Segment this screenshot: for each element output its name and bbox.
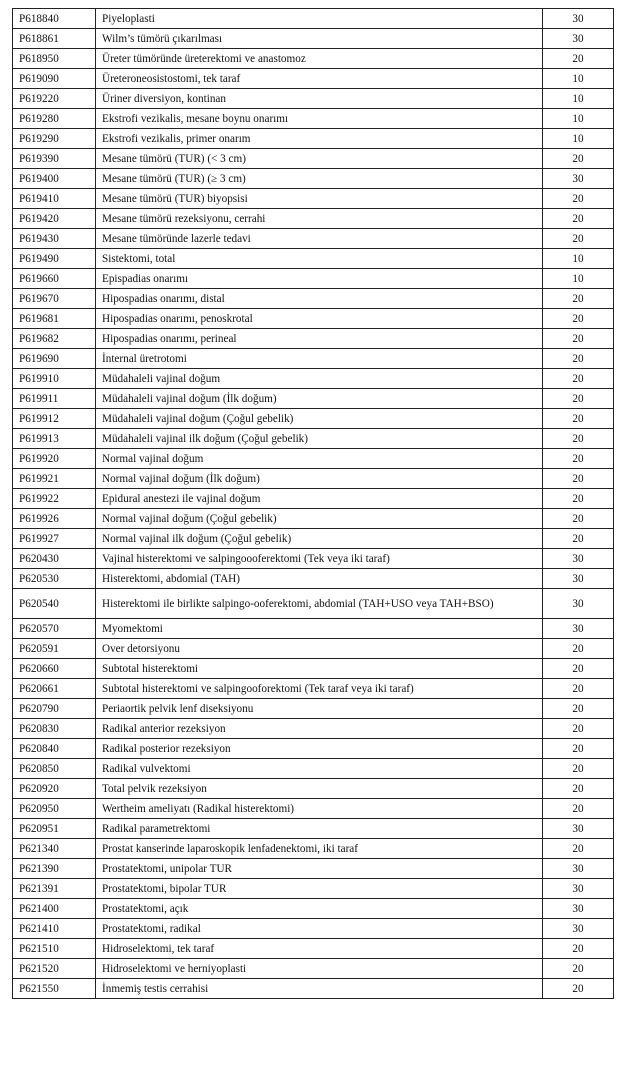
procedure-name-cell: Wilm’s tümörü çıkarılması [96,29,543,49]
table-row [13,589,614,619]
procedure-name-cell: Myomektomi [96,619,543,639]
table-row [13,229,614,249]
procedure-code-cell: P621400 [13,899,96,919]
procedure-name-cell: Ekstrofi vezikalis, mesane boynu onarımı [96,109,543,129]
table-row [13,169,614,189]
table-row [13,149,614,169]
table-row [13,719,614,739]
table-row [13,859,614,879]
procedure-code-cell: P619926 [13,509,96,529]
procedure-points-cell: 30 [543,9,614,29]
table-row [13,49,614,69]
procedure-name-cell: Üreter tümöründe üreterektomi ve anastomoz [96,49,543,69]
procedure-code-cell: P620951 [13,819,96,839]
table-row [13,349,614,369]
procedure-code-cell: P619922 [13,489,96,509]
procedure-code-cell: P620950 [13,799,96,819]
procedure-points-cell: 20 [543,699,614,719]
procedure-code-cell: P619921 [13,469,96,489]
procedure-code-cell: P619420 [13,209,96,229]
procedure-name-cell: Epispadias onarımı [96,269,543,289]
table-row [13,659,614,679]
table-row [13,699,614,719]
table-row [13,409,614,429]
table-row [13,89,614,109]
procedure-table [12,8,614,999]
procedure-name-cell: Hipospadias onarımı, perineal [96,329,543,349]
procedure-name-cell: Müdahaleli vajinal doğum (Çoğul gebelik) [96,409,543,429]
procedure-code-cell: P619913 [13,429,96,449]
procedure-code-cell: P619690 [13,349,96,369]
procedure-code-cell: P620920 [13,779,96,799]
procedure-points-cell: 20 [543,489,614,509]
procedure-code-cell: P619090 [13,69,96,89]
procedure-code-cell: P619682 [13,329,96,349]
procedure-name-cell: Piyeloplasti [96,9,543,29]
procedure-points-cell: 10 [543,109,614,129]
procedure-name-cell: Mesane tümörü (TUR) (≥ 3 cm) [96,169,543,189]
procedure-code-cell: P621390 [13,859,96,879]
procedure-code-cell: P619220 [13,89,96,109]
table-row [13,389,614,409]
procedure-points-cell: 30 [543,819,614,839]
procedure-name-cell: Subtotal histerektomi [96,659,543,679]
procedure-code-cell: P621550 [13,979,96,999]
procedure-name-cell: Hidroselektomi, tek taraf [96,939,543,959]
table-row [13,939,614,959]
table-row [13,569,614,589]
procedure-points-cell: 20 [543,759,614,779]
procedure-points-cell: 10 [543,89,614,109]
procedure-code-cell: P619912 [13,409,96,429]
procedure-points-cell: 20 [543,49,614,69]
procedure-points-cell: 20 [543,939,614,959]
procedure-code-cell: P619681 [13,309,96,329]
table-row [13,739,614,759]
procedure-name-cell: Üreteroneosistostomi, tek taraf [96,69,543,89]
procedure-name-cell: Ekstrofi vezikalis, primer onarım [96,129,543,149]
procedure-points-cell: 20 [543,349,614,369]
procedure-name-cell: Prostat kanserinde laparoskopik lenfadenektomi, iki taraf [96,839,543,859]
procedure-points-cell: 20 [543,189,614,209]
table-row [13,29,614,49]
procedure-code-cell: P620661 [13,679,96,699]
procedure-points-cell: 20 [543,839,614,859]
procedure-name-cell: Prostatektomi, bipolar TUR [96,879,543,899]
procedure-code-cell: P619280 [13,109,96,129]
table-row [13,249,614,269]
procedure-points-cell: 20 [543,529,614,549]
table-row [13,879,614,899]
procedure-code-cell: P618950 [13,49,96,69]
table-row [13,209,614,229]
table-row [13,269,614,289]
procedure-name-cell: Mesane tümörü (TUR) (< 3 cm) [96,149,543,169]
procedure-points-cell: 20 [543,329,614,349]
procedure-code-cell: P619911 [13,389,96,409]
procedure-code-cell: P621510 [13,939,96,959]
table-row [13,919,614,939]
procedure-code-cell: P620840 [13,739,96,759]
table-row [13,509,614,529]
procedure-points-cell: 30 [543,879,614,899]
procedure-name-cell: Vajinal histerektomi ve salpingoooferektomi (Tek veya iki taraf) [96,549,543,569]
procedure-name-cell: Subtotal histerektomi ve salpingooforektomi (Tek taraf veya iki taraf) [96,679,543,699]
table-row [13,959,614,979]
procedure-points-cell: 20 [543,449,614,469]
procedure-points-cell: 20 [543,369,614,389]
procedure-points-cell: 20 [543,209,614,229]
procedure-points-cell: 20 [543,229,614,249]
table-row [13,779,614,799]
procedure-name-cell: Histerektomi, abdomial (TAH) [96,569,543,589]
procedure-code-cell: P621410 [13,919,96,939]
table-row [13,129,614,149]
procedure-points-cell: 20 [543,409,614,429]
procedure-points-cell: 20 [543,739,614,759]
procedure-name-cell: Hidroselektomi ve herniyoplasti [96,959,543,979]
procedure-name-cell: Prostatektomi, radikal [96,919,543,939]
table-row [13,469,614,489]
procedure-code-cell: P620530 [13,569,96,589]
procedure-code-cell: P618861 [13,29,96,49]
table-row [13,549,614,569]
table-row [13,69,614,89]
procedure-points-cell: 10 [543,69,614,89]
table-row [13,679,614,699]
procedure-code-cell: P620850 [13,759,96,779]
procedure-name-cell: Radikal vulvektomi [96,759,543,779]
procedure-code-cell: P619910 [13,369,96,389]
procedure-name-cell: Müdahaleli vajinal ilk doğum (Çoğul gebelik) [96,429,543,449]
procedure-points-cell: 20 [543,659,614,679]
procedure-name-cell: Normal vajinal ilk doğum (Çoğul gebelik) [96,529,543,549]
procedure-points-cell: 10 [543,249,614,269]
procedure-code-cell: P620570 [13,619,96,639]
procedure-name-cell: Histerektomi ile birlikte salpingo-ooferektomi, abdomial (TAH+USO veya TAH+BSO) [96,589,543,619]
table-row [13,979,614,999]
procedure-code-cell: P619490 [13,249,96,269]
table-row [13,189,614,209]
procedure-name-cell: Over detorsiyonu [96,639,543,659]
procedure-points-cell: 30 [543,169,614,189]
procedure-name-cell: Periaortik pelvik lenf diseksiyonu [96,699,543,719]
procedure-code-cell: P620660 [13,659,96,679]
procedure-points-cell: 30 [543,549,614,569]
procedure-code-cell: P620790 [13,699,96,719]
table-row [13,819,614,839]
procedure-points-cell: 20 [543,779,614,799]
procedure-name-cell: Normal vajinal doğum (Çoğul gebelik) [96,509,543,529]
procedure-code-cell: P620540 [13,589,96,619]
procedure-code-cell: P621340 [13,839,96,859]
procedure-points-cell: 20 [543,429,614,449]
procedure-points-cell: 30 [543,569,614,589]
procedure-name-cell: Hipospadias onarımı, penoskrotal [96,309,543,329]
procedure-points-cell: 10 [543,269,614,289]
procedure-points-cell: 20 [543,289,614,309]
procedure-code-cell: P619410 [13,189,96,209]
procedure-name-cell: Radikal posterior rezeksiyon [96,739,543,759]
procedure-code-cell: P619660 [13,269,96,289]
table-row [13,289,614,309]
procedure-points-cell: 20 [543,639,614,659]
procedure-name-cell: Müdahaleli vajinal doğum [96,369,543,389]
procedure-name-cell: Üriner diversiyon, kontinan [96,89,543,109]
procedure-points-cell: 30 [543,919,614,939]
procedure-name-cell: Radikal anterior rezeksiyon [96,719,543,739]
procedure-code-cell: P619400 [13,169,96,189]
procedure-name-cell: Müdahaleli vajinal doğum (İlk doğum) [96,389,543,409]
procedure-points-cell: 20 [543,799,614,819]
procedure-name-cell: Mesane tümöründe lazerle tedavi [96,229,543,249]
procedure-code-cell: P620830 [13,719,96,739]
procedure-points-cell: 30 [543,619,614,639]
procedure-name-cell: Total pelvik rezeksiyon [96,779,543,799]
procedure-points-cell: 20 [543,679,614,699]
procedure-code-cell: P619920 [13,449,96,469]
procedure-code-cell: P621520 [13,959,96,979]
table-row [13,759,614,779]
procedure-points-cell: 30 [543,29,614,49]
procedure-name-cell: Sistektomi, total [96,249,543,269]
table-row [13,899,614,919]
table-row [13,799,614,819]
procedure-points-cell: 30 [543,859,614,879]
table-row [13,369,614,389]
procedure-name-cell: Normal vajinal doğum [96,449,543,469]
procedure-name-cell: Hipospadias onarımı, distal [96,289,543,309]
procedure-name-cell: Radikal parametrektomi [96,819,543,839]
procedure-points-cell: 20 [543,719,614,739]
procedure-points-cell: 20 [543,979,614,999]
procedure-points-cell: 20 [543,509,614,529]
table-row [13,489,614,509]
procedure-name-cell: İnternal üretrotomi [96,349,543,369]
procedure-points-cell: 20 [543,149,614,169]
procedure-code-cell: P619290 [13,129,96,149]
procedure-code-cell: P620591 [13,639,96,659]
procedure-points-cell: 30 [543,899,614,919]
procedure-name-cell: Prostatektomi, unipolar TUR [96,859,543,879]
table-row [13,529,614,549]
procedure-points-cell: 30 [543,589,614,619]
procedure-name-cell: Mesane tümörü rezeksiyonu, cerrahi [96,209,543,229]
table-row [13,619,614,639]
procedure-name-cell: Epidural anestezi ile vajinal doğum [96,489,543,509]
table-row [13,449,614,469]
procedure-points-cell: 20 [543,309,614,329]
table-row [13,309,614,329]
procedure-name-cell: Wertheim ameliyatı (Radikal histerektomi) [96,799,543,819]
procedure-code-cell: P621391 [13,879,96,899]
procedure-code-cell: P619927 [13,529,96,549]
procedure-name-cell: Normal vajinal doğum (İlk doğum) [96,469,543,489]
procedure-code-cell: P619670 [13,289,96,309]
table-row [13,639,614,659]
procedure-table-body [13,9,614,999]
procedure-name-cell: İnmemiş testis cerrahisi [96,979,543,999]
table-row [13,839,614,859]
table-row [13,109,614,129]
procedure-code-cell: P620430 [13,549,96,569]
procedure-points-cell: 20 [543,389,614,409]
procedure-code-cell: P619390 [13,149,96,169]
procedure-points-cell: 20 [543,959,614,979]
table-row [13,329,614,349]
procedure-code-cell: P619430 [13,229,96,249]
procedure-points-cell: 10 [543,129,614,149]
table-row [13,429,614,449]
procedure-points-cell: 20 [543,469,614,489]
table-row [13,9,614,29]
procedure-name-cell: Mesane tümörü (TUR) biyopsisi [96,189,543,209]
procedure-name-cell: Prostatektomi, açık [96,899,543,919]
procedure-code-cell: P618840 [13,9,96,29]
